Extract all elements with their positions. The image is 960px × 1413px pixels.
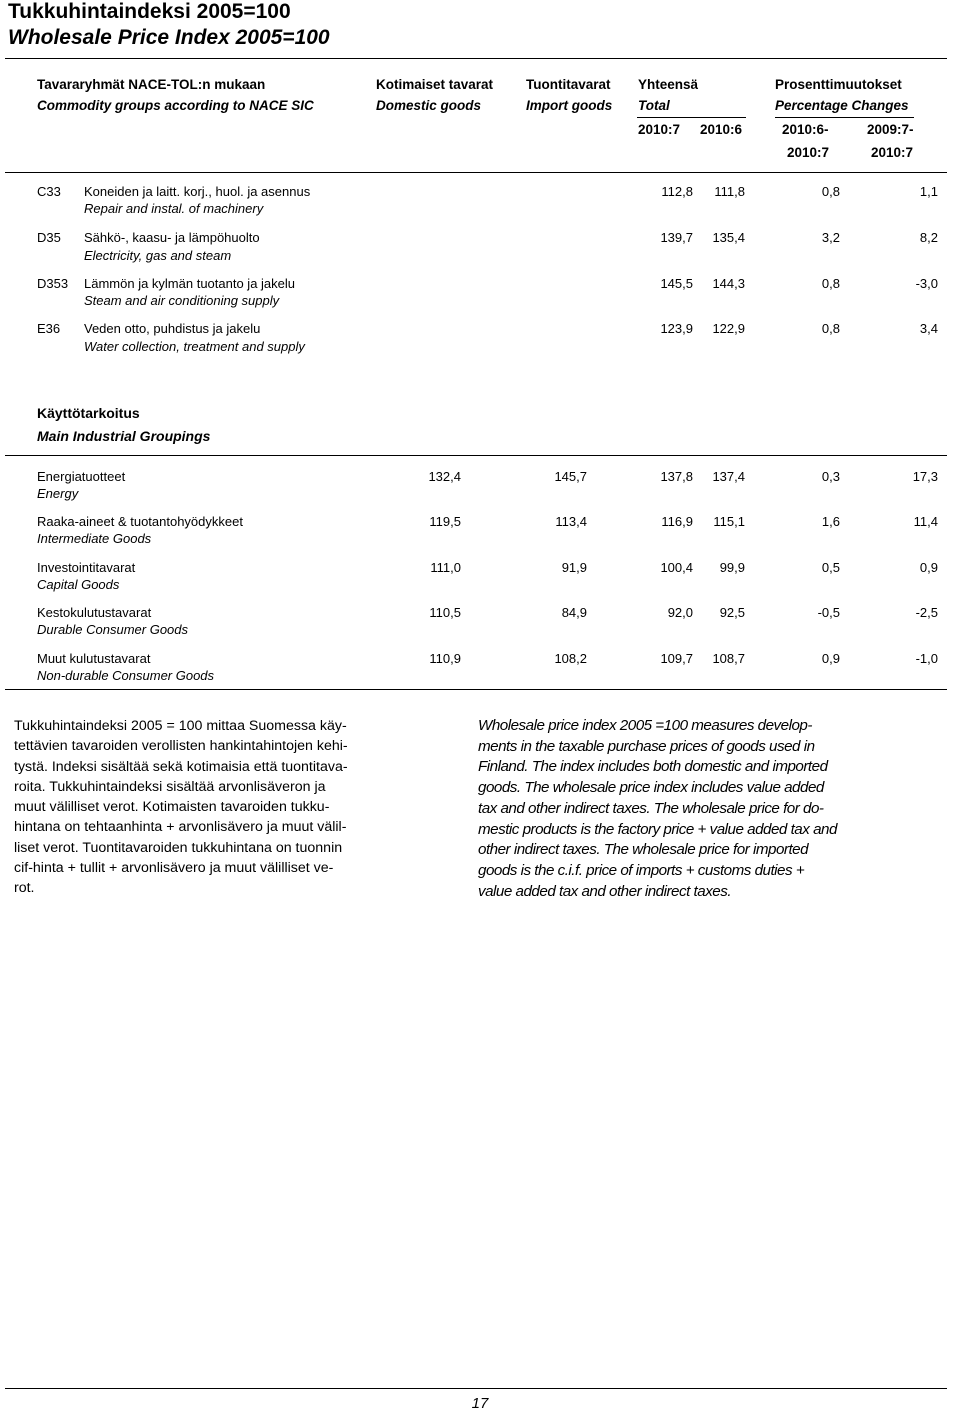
section-divider (5, 455, 947, 456)
cell-import: 113,4 (555, 514, 587, 529)
notes-fi (14, 716, 394, 899)
cell-change-year: 17,3 (912, 469, 938, 484)
cell-change-month: 0,8 (821, 321, 840, 336)
section-title-fi: Käyttötarkoitus (37, 405, 140, 421)
cell-change-year: 11,4 (913, 514, 938, 529)
cell-total-201006: 122,9 (712, 321, 745, 336)
notes-en-line: mestic products is the factory price + value added tax and (478, 820, 837, 838)
row-label-fi: Kestokulutustavarat (37, 605, 152, 620)
cell-total-201007: 100,4 (660, 560, 693, 575)
footer-divider (5, 1388, 947, 1389)
page-number: 17 (471, 1395, 489, 1412)
cell-total-201007: 145,5 (660, 276, 693, 291)
cell-change-month: 0,5 (821, 560, 840, 575)
header-col-change2-a: 2009:7- (867, 122, 914, 137)
cell-total-201006: 99,9 (719, 560, 745, 575)
cell-total-201006: 111,8 (714, 184, 745, 199)
row-label-fi: Energiatuotteet (37, 469, 126, 484)
notes-en-line: goods. The wholesale price index includes value added (478, 779, 824, 797)
row-label-fi: Muut kulutustavarat (37, 651, 151, 666)
notes-fi-line: roita. Tukkuhintaindeksi sisältää arvonlisäveron ja (14, 778, 326, 795)
row-label-fi: Investointitavarat (37, 560, 136, 575)
header-col-change2-b: 2010:7 (871, 145, 914, 160)
cell-total-201006: 92,5 (719, 605, 745, 620)
cell-change-month: -0,5 (817, 605, 840, 620)
cell-change-month: 0,3 (821, 469, 840, 484)
row-label-fi: Raaka-aineet & tuotantohyödykkeet (37, 514, 243, 529)
row-label-fi: Sähkö-, kaasu- ja lämpöhuolto (84, 230, 260, 245)
notes-fi-line: tystä. Indeksi sisältää sekä kotimaisia että tuontitava- (14, 758, 348, 775)
row-code: D35 (37, 230, 61, 245)
cell-change-year: 1,1 (919, 184, 938, 199)
notes-fi-line: muut välilliset verot. Kotimaisten tavaroiden tukku- (14, 799, 330, 816)
cell-change-year: -2,5 (915, 605, 938, 620)
title-divider (5, 58, 947, 59)
notes-en-line: other indirect taxes. The wholesale price for imported (478, 841, 809, 859)
header-total-fi: Yhteensä (638, 77, 699, 92)
notes-fi-line: Tukkuhintaindeksi 2005 = 100 mittaa Suomessa käy- (14, 718, 347, 734)
row-label-fi: Veden otto, puhdistus ja jakelu (84, 321, 261, 336)
header-col-201006: 2010:6 (700, 122, 743, 137)
row-label-en: Intermediate Goods (37, 531, 152, 546)
row-code: D353 (37, 276, 69, 291)
cell-total-201006: 144,3 (712, 276, 745, 291)
header-col-change1-a: 2010:6- (782, 122, 829, 137)
cell-change-month: 3,2 (821, 230, 840, 245)
row-label-fi: Koneiden ja laitt. korj., huol. ja asennus (84, 184, 311, 199)
table-bottom-divider (5, 689, 947, 690)
cell-total-201007: 116,9 (661, 514, 693, 529)
row-code: C33 (37, 184, 61, 199)
notes-en (478, 716, 870, 902)
cell-total-201007: 92,0 (667, 605, 693, 620)
cell-domestic: 110,5 (429, 605, 461, 620)
total-underline (637, 117, 746, 118)
cell-change-month: 0,8 (821, 276, 840, 291)
notes-en-line: tax and other indirect taxes. The wholesale price for do- (478, 799, 824, 817)
cell-change-year: 0,9 (919, 560, 938, 575)
row-code: E36 (37, 321, 61, 336)
cell-total-201006: 115,1 (713, 514, 745, 529)
header-groups-fi: Tavararyhmät NACE-TOL:n mukaan (37, 77, 266, 92)
notes-en-line: Finland. The index includes both domestic and imported (478, 758, 828, 776)
cell-total-201006: 137,4 (712, 469, 745, 484)
header-col-change1-b: 2010:7 (787, 145, 830, 160)
notes-fi-line: liset verot. Tuontitavaroiden tukkuhintana on tuonnin (14, 839, 343, 856)
row-label-en: Energy (37, 486, 79, 501)
cell-change-year: 3,4 (919, 321, 938, 336)
cell-change-month: 0,9 (821, 651, 840, 666)
cell-change-month: 1,6 (821, 514, 840, 529)
header-total-en: Total (638, 98, 670, 113)
cell-total-201006: 108,7 (712, 651, 745, 666)
header-import-en: Import goods (526, 98, 613, 113)
notes-en-line: ments in the taxable purchase prices of goods used in (478, 737, 815, 755)
notes-en-line: goods is the c.i.f. price of imports + customs duties + (478, 861, 805, 879)
cell-domestic: 110,9 (429, 651, 461, 666)
row-label-en: Electricity, gas and steam (84, 248, 232, 263)
row-label-en: Non-durable Consumer Goods (37, 668, 215, 683)
header-col-201007: 2010:7 (638, 122, 681, 137)
notes-en-line: Wholesale price index 2005 =100 measures develop- (478, 717, 812, 734)
cell-total-201007: 139,7 (660, 230, 693, 245)
row-label-en: Capital Goods (37, 577, 120, 592)
header-change-en: Percentage Changes (775, 98, 909, 113)
page-title-en: Wholesale Price Index 2005=100 (8, 26, 330, 49)
notes-fi-line: hintana on tehtaanhinta + arvonlisävero ja muut välil- (14, 819, 347, 836)
row-label-en: Water collection, treatment and supply (84, 339, 305, 354)
cell-domestic: 132,4 (428, 469, 461, 484)
cell-total-201007: 109,7 (660, 651, 693, 666)
cell-total-201007: 123,9 (660, 321, 693, 336)
notes-fi-line: cif-hinta + tullit + arvonlisävero ja muut välilliset ve- (14, 860, 334, 877)
header-domestic-fi: Kotimaiset tavarat (376, 77, 494, 92)
cell-change-year: 8,2 (919, 230, 938, 245)
cell-change-year: -1,0 (915, 651, 938, 666)
cell-import: 145,7 (554, 469, 587, 484)
cell-import: 84,9 (561, 605, 587, 620)
header-groups-en: Commodity groups according to NACE SIC (37, 98, 314, 113)
cell-domestic: 119,5 (429, 514, 461, 529)
cell-change-year: -3,0 (915, 276, 938, 291)
header-domestic-en: Domestic goods (376, 98, 482, 113)
change-underline (775, 117, 914, 118)
row-label-en: Steam and air conditioning supply (84, 293, 280, 308)
row-label-en: Repair and instal. of machinery (84, 201, 264, 216)
cell-import: 108,2 (554, 651, 587, 666)
cell-domestic: 111,0 (430, 560, 461, 575)
header-change-fi: Prosenttimuutokset (775, 77, 902, 92)
row-label-fi: Lämmön ja kylmän tuotanto ja jakelu (84, 276, 296, 291)
page-title-fi: Tukkuhintaindeksi 2005=100 (8, 0, 291, 23)
section-title-en: Main Industrial Groupings (37, 428, 211, 444)
cell-total-201007: 112,8 (661, 184, 693, 199)
notes-fi-line: tettävien tavaroiden verollisten hankintahintojen kehi- (14, 738, 348, 755)
cell-import: 91,9 (561, 560, 587, 575)
header-divider (5, 172, 947, 173)
row-label-en: Durable Consumer Goods (37, 622, 189, 637)
cell-change-month: 0,8 (821, 184, 840, 199)
notes-fi-line: rot. (14, 880, 35, 897)
header-import-fi: Tuontitavarat (526, 77, 611, 92)
notes-en-line: value added tax and other indirect taxes. (478, 882, 732, 900)
cell-total-201006: 135,4 (712, 230, 745, 245)
cell-total-201007: 137,8 (660, 469, 693, 484)
